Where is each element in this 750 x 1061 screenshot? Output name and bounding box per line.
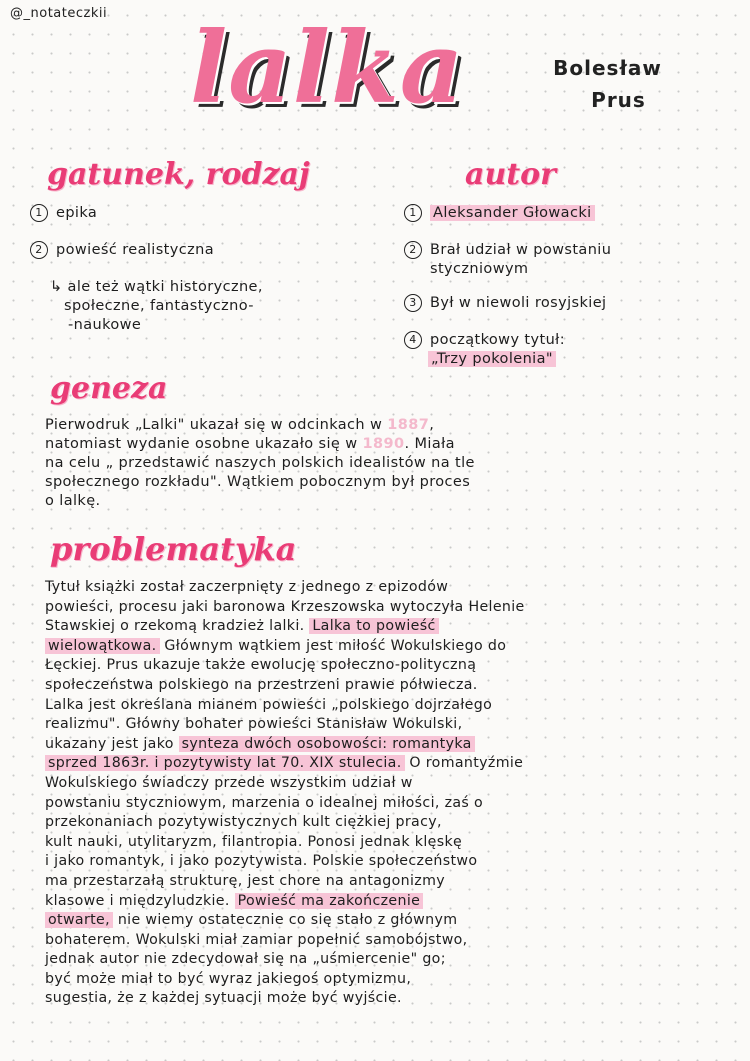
issues-line: [45, 833, 685, 853]
book-author: [540, 52, 675, 116]
year-text: 1890: [362, 436, 405, 452]
issues-text: Głównym wątkiem jest miłość Wokulskiego do: [159, 637, 507, 654]
issues-line: [45, 911, 685, 931]
issues-text: jednak autor nie zdecydował się na „uśmiercenie" go;: [45, 951, 446, 968]
number-badge: 1: [404, 204, 422, 222]
genre-item-1: [30, 204, 97, 223]
issues-line: [45, 970, 685, 990]
author-item-text: Był w niewoli rosyjskiej: [430, 295, 607, 311]
issues-text: Łęckiej. Prus ukazuje także ewolucję społeczno-polityczną: [45, 657, 477, 674]
issues-line: [45, 931, 685, 951]
issues-line: [45, 578, 685, 598]
issues-line: [45, 617, 685, 637]
genre-note: [50, 278, 263, 335]
issues-text: i jako romantyk, i jako pozytywista. Polskie społeczeństwo: [45, 853, 478, 870]
issues-line: [45, 950, 685, 970]
issues-line: [45, 637, 685, 657]
origin-line: o lalkę.: [45, 493, 101, 509]
number-badge: 2: [30, 241, 48, 259]
issues-text: Wokulskiego świadczy przede wszystkim udział w: [45, 774, 413, 791]
author-handle: @_notateczkii: [10, 6, 108, 21]
author-item-2: [404, 241, 611, 279]
highlighted-text: Lalka to powieść: [309, 618, 438, 634]
issues-line: [45, 989, 685, 1009]
author-item-text: styczniowym: [430, 261, 529, 277]
issues-line: [45, 813, 685, 833]
author-heading: autor: [465, 157, 556, 192]
issues-text: klasowe i międzyludzkie.: [45, 892, 235, 909]
genre-note-line: ↳ ale też wątki historyczne,: [50, 279, 263, 295]
page-title: lalka: [190, 11, 465, 126]
issues-heading: problematyka: [50, 530, 297, 568]
highlighted-text: synteza dwóch osobowości: romantyka: [179, 736, 475, 752]
issues-line: [45, 735, 685, 755]
issues-line: [45, 872, 685, 892]
origin-line: na celu „ przedstawić naszych polskich idealistów na tle: [45, 455, 475, 471]
issues-text: O romantyźmie: [404, 755, 524, 772]
genre-item-text: epika: [56, 205, 98, 221]
origin-line: społecznego rozkładu". Wątkiem pobocznym był proces: [45, 474, 471, 490]
author-item-text: Aleksander Głowacki: [430, 205, 595, 221]
issues-line: [45, 676, 685, 696]
genre-note-line: społeczne, fantastyczno-: [64, 298, 254, 314]
issues-line: [45, 598, 685, 618]
issues-line: [45, 754, 685, 774]
issues-text: kult nauki, utylitaryzm, filantropia. Ponosi jednak klęskę: [45, 833, 463, 850]
highlighted-text: otwarte,: [45, 912, 113, 928]
number-badge: 1: [30, 204, 48, 222]
author-last-name: Prus: [591, 88, 646, 112]
issues-line: [45, 794, 685, 814]
issues-line: [45, 715, 685, 735]
author-first-name: Bolesław: [553, 56, 662, 80]
highlighted-text: Powieść ma zakończenie: [235, 893, 424, 909]
issues-text: ukazany jest jako: [45, 735, 179, 752]
issues-line: [45, 656, 685, 676]
issues-text: społeczeństwa polskiego na przestrzeni prawie półwiecza.: [45, 676, 478, 693]
author-item-3: [404, 294, 606, 313]
author-item-text: Brał udział w powstaniu: [430, 242, 612, 258]
highlighted-text: wielowątkowa.: [45, 638, 160, 654]
author-item-text: początkowy tytuł:: [430, 332, 565, 348]
issues-text: realizmu". Główny bohater powieści Stanisław Wokulski,: [45, 716, 463, 733]
issues-line: [45, 696, 685, 716]
genre-note-line: -naukowe: [68, 317, 142, 333]
origin-line: Pierwodruk „Lalki" ukazał się w odcinkach w 1887,: [45, 417, 435, 433]
genre-item-text: powieść realistyczna: [56, 242, 215, 258]
genre-item-2: [30, 241, 214, 260]
number-badge: 3: [404, 294, 422, 312]
author-item-text: „Trzy pokolenia": [428, 351, 556, 367]
issues-line: [45, 774, 685, 794]
number-badge: 4: [404, 331, 422, 349]
issues-text: ma przestarzałą strukturę, jest chore na antagonizmy: [45, 872, 446, 889]
issues-text: Stawskiej o rzekomą kradzież lalki.: [45, 618, 310, 635]
number-badge: 2: [404, 241, 422, 259]
issues-line: [45, 852, 685, 872]
issues-text: bohaterem. Wokulski miał zamiar popełnić samobójstwo,: [45, 931, 468, 948]
issues-text: powstaniu styczniowym, marzenia o idealnej miłości, zaś o: [45, 794, 484, 811]
author-item-1: [404, 204, 595, 223]
issues-text: Lalka jest określana mianem powieści „polskiego dojrzałego: [45, 696, 493, 713]
highlighted-text: sprzed 1863r. i pozytywisty lat 70. XIX stulecia.: [45, 755, 405, 771]
genre-heading: gatunek, rodzaj: [47, 157, 310, 192]
author-item-4: [404, 331, 565, 369]
issues-line: [45, 892, 685, 912]
issues-text: sugestia, że z każdej sytuacji może być wyjście.: [45, 990, 402, 1007]
issues-text: przekonaniach pozytywistycznych kult ciężkiej pracy,: [45, 814, 442, 831]
issues-text: Tytuł książki został zaczerpnięty z jednego z epizodów: [45, 579, 449, 595]
issues-text: nie wiemy ostatecznie co się stało z głównym: [112, 912, 458, 929]
issues-text: być może miał to być wyraz jakiegoś optymizmu,: [45, 970, 412, 987]
issues-paragraph: [45, 578, 685, 1009]
origin-paragraph: [45, 416, 645, 511]
origin-heading: geneza: [50, 371, 168, 406]
year-text: 1887: [387, 417, 430, 433]
issues-text: powieści, procesu jaki baronowa Krzeszowska wytoczyła Helenie: [45, 598, 525, 615]
origin-line: natomiast wydanie osobne ukazało się w 1890. Miała: [45, 436, 455, 452]
